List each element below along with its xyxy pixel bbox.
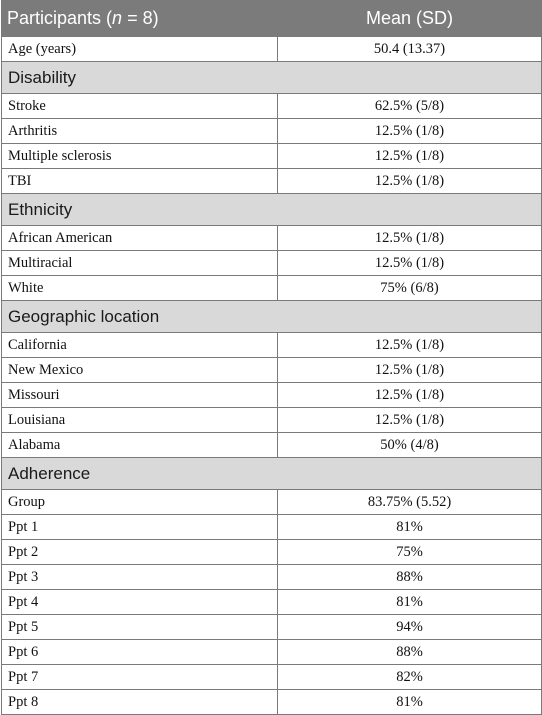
row-value: 81% xyxy=(278,690,542,715)
row-value: 88% xyxy=(278,640,542,665)
row-label: Ppt 4 xyxy=(2,590,278,615)
row-label: White xyxy=(2,276,278,301)
row-value: 62.5% (5/8) xyxy=(278,94,542,119)
row-value: 50.4 (13.37) xyxy=(278,37,542,62)
table-row xyxy=(2,276,542,301)
section-header-ethnicity xyxy=(2,194,542,226)
row-label: Group xyxy=(2,490,278,515)
table-row xyxy=(2,358,542,383)
row-value: 12.5% (1/8) xyxy=(278,383,542,408)
row-label: Ppt 6 xyxy=(2,640,278,665)
table-row xyxy=(2,640,542,665)
row-label: California xyxy=(2,333,278,358)
row-label: Arthritis xyxy=(2,119,278,144)
table-row xyxy=(2,408,542,433)
row-value: 83.75% (5.52) xyxy=(278,490,542,515)
section-title: Geographic location xyxy=(2,301,542,333)
row-value: 75% (6/8) xyxy=(278,276,542,301)
row-value: 12.5% (1/8) xyxy=(278,119,542,144)
row-label: Stroke xyxy=(2,94,278,119)
section-header-adherence xyxy=(2,458,542,490)
section-title: Disability xyxy=(2,62,542,94)
section-title: Adherence xyxy=(2,458,542,490)
row-value: 12.5% (1/8) xyxy=(278,333,542,358)
row-value: 81% xyxy=(278,590,542,615)
table-row xyxy=(2,615,542,640)
row-label: Alabama xyxy=(2,433,278,458)
row-label: Multiracial xyxy=(2,251,278,276)
row-label: Ppt 8 xyxy=(2,690,278,715)
row-value: 82% xyxy=(278,665,542,690)
table-row xyxy=(2,119,542,144)
row-value: 12.5% (1/8) xyxy=(278,408,542,433)
table-row xyxy=(2,37,542,62)
table-row xyxy=(2,565,542,590)
row-label: Louisiana xyxy=(2,408,278,433)
table-row xyxy=(2,690,542,715)
table-row xyxy=(2,540,542,565)
table-row xyxy=(2,383,542,408)
table-row xyxy=(2,251,542,276)
row-value: 12.5% (1/8) xyxy=(278,226,542,251)
row-value: 88% xyxy=(278,565,542,590)
header-mean-sd: Mean (SD) xyxy=(278,1,542,37)
table-row xyxy=(2,94,542,119)
row-label: Ppt 7 xyxy=(2,665,278,690)
row-label: African American xyxy=(2,226,278,251)
table-row xyxy=(2,226,542,251)
row-label: Ppt 5 xyxy=(2,615,278,640)
row-label: Missouri xyxy=(2,383,278,408)
row-label: Ppt 3 xyxy=(2,565,278,590)
row-value: 12.5% (1/8) xyxy=(278,251,542,276)
table-row xyxy=(2,169,542,194)
table-row xyxy=(2,665,542,690)
table-row xyxy=(2,433,542,458)
row-value: 75% xyxy=(278,540,542,565)
row-value: 12.5% (1/8) xyxy=(278,169,542,194)
table-row xyxy=(2,515,542,540)
row-value: 94% xyxy=(278,615,542,640)
section-title: Ethnicity xyxy=(2,194,542,226)
section-header-geographic-location xyxy=(2,301,542,333)
row-value: 81% xyxy=(278,515,542,540)
row-label: Ppt 1 xyxy=(2,515,278,540)
participants-table xyxy=(1,0,542,715)
table-row xyxy=(2,590,542,615)
row-label: Multiple sclerosis xyxy=(2,144,278,169)
table-row xyxy=(2,144,542,169)
row-value: 50% (4/8) xyxy=(278,433,542,458)
section-header-disability xyxy=(2,62,542,94)
row-value: 12.5% (1/8) xyxy=(278,144,542,169)
row-label: TBI xyxy=(2,169,278,194)
header-participants: Participants (n = 8) xyxy=(2,1,278,37)
row-label: Ppt 2 xyxy=(2,540,278,565)
row-value: 12.5% (1/8) xyxy=(278,358,542,383)
row-label: New Mexico xyxy=(2,358,278,383)
table-row xyxy=(2,490,542,515)
table-row xyxy=(2,333,542,358)
row-label: Age (years) xyxy=(2,37,278,62)
table-header-row xyxy=(2,1,542,37)
